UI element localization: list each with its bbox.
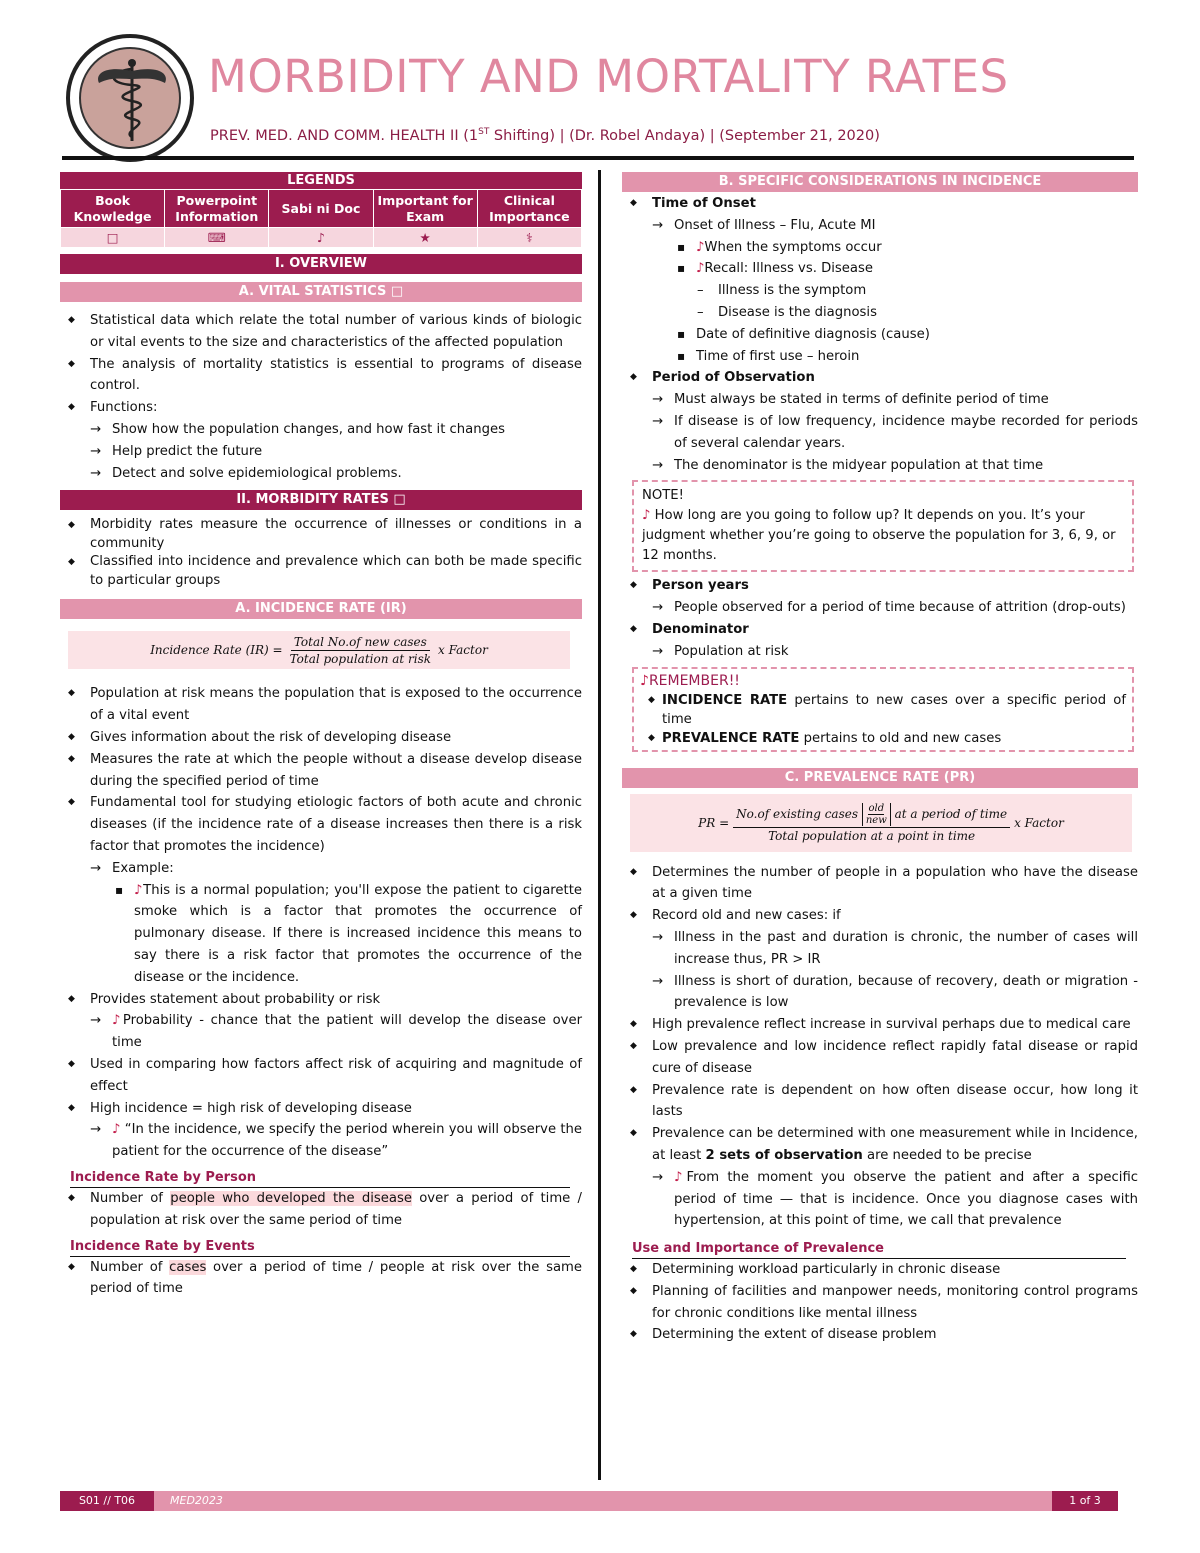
music-note-icon: ♪ (112, 1013, 123, 1029)
prevalence-list (622, 862, 1138, 927)
prevalence-heading: C. PREVALENCE RATE (PR) (622, 768, 1138, 788)
person-years-item: → People observed for a period of time because of attrition (drop-outs) (622, 597, 1138, 619)
remember-title: ♪REMEMBER!! (640, 672, 740, 689)
list-item: ◆ Provides statement about probability or risk (60, 989, 582, 1011)
remember-list (640, 691, 1126, 748)
right-column (622, 172, 1138, 1346)
note-text: ♪ How long are you going to follow up? It depends on you. It’s your judgment whether you’re going to observe the population for 3, 6, 9, or 12 months. (642, 508, 1116, 564)
denominator-list (622, 619, 1138, 641)
example-label: → Example: (60, 858, 582, 880)
list-item: ◆ Determines the number of people in a population who have the disease at a given time (622, 862, 1138, 906)
list-item: ◆ PREVALENCE RATE pertains to old and new cases (640, 729, 1126, 748)
note-box (632, 480, 1134, 572)
list-item: ◆ Period of Observation (622, 367, 1138, 389)
illness-item: – Illness is the symptom (622, 280, 1138, 302)
list-item: ◆ High prevalence reflect increase in survival perhaps due to medical care (622, 1014, 1138, 1036)
header-rule (62, 156, 1134, 160)
period-item: → If disease is of low frequency, incidence maybe recorded for periods of several calendar years. (622, 411, 1138, 455)
footer-batch: MED2023 (170, 1494, 223, 1507)
disease-item: – Disease is the diagnosis (622, 302, 1138, 324)
prevalence-list-2 (622, 1014, 1138, 1167)
period-item: → Must always be stated in terms of definite period of time (622, 389, 1138, 411)
function-item: → Show how the population changes, and how fast it changes (60, 419, 582, 441)
function-item: → Detect and solve epidemiological problems. (60, 463, 582, 485)
list-item: ◆ Denominator (622, 619, 1138, 641)
music-note-icon: ♪ (134, 882, 144, 898)
list-item: ◆ Functions: (60, 397, 582, 419)
incidence-formula: Incidence Rate (IR) = $\frac{\text{Total No.of new cases}}{\text{Total population at risk}}$ x Factor (68, 631, 570, 669)
document-title: MORBIDITY AND MORTALITY RATES (208, 50, 1009, 103)
incidence-by-person-heading: Incidence Rate by Person (70, 1169, 570, 1188)
list-item: ◆ High incidence = high risk of developing disease (60, 1098, 582, 1120)
caduceus-emblem (79, 47, 181, 149)
period-list (622, 367, 1138, 389)
incidence-list-2 (60, 989, 582, 1011)
list-item: ◆ Number of cases over a period of time / people at risk over the same period of time (60, 1257, 582, 1301)
list-item: ◆ Record old and new cases: if (622, 905, 1138, 927)
list-item: ◆ Time of Onset (622, 193, 1138, 215)
prevalence-sub-item: → Illness in the past and duration is chronic, the number of cases will increase thus, PR > IR (622, 927, 1138, 971)
book-icon: □ (61, 228, 165, 248)
incidence-by-events-heading: Incidence Rate by Events (70, 1238, 570, 1257)
list-item: ◆ Determining workload particularly in chronic disease (622, 1259, 1138, 1281)
example-text: ▪ ♪This is a normal population; you'll expose the patient to cigarette smoke which is a factor that promotes the occurrence of pulmonary disease. If there is increased incidence this means to say there is a risk factor that promotes the occurrence of the disease or the incidence. (60, 880, 582, 989)
time-onset-list (622, 193, 1138, 215)
list-item: ◆ Used in comparing how factors affect risk of acquiring and magnitude of effect (60, 1054, 582, 1098)
by-events-list (60, 1257, 582, 1301)
by-person-list (60, 1188, 582, 1232)
incidence-heading: A. INCIDENCE RATE (IR) (60, 599, 582, 619)
list-item: ◆ Morbidity rates measure the occurrence of illnesses or conditions in a community (60, 516, 582, 553)
list-item: ◆ The analysis of mortality statistics is essential to programs of disease control. (60, 354, 582, 398)
morbidity-list (60, 516, 582, 590)
list-item: ◆ Determining the extent of disease problem (622, 1324, 1138, 1346)
list-item: ◆ Measures the rate at which the people without a disease develop disease during the specified period of time (60, 749, 582, 793)
specific-considerations-heading: B. SPECIFIC CONSIDERATIONS IN INCIDENCE (622, 172, 1138, 192)
list-item: ◆ Low prevalence and low incidence reflect rapidly fatal disease or rapid cure of disease (622, 1036, 1138, 1080)
list-item: ◆ Number of people who developed the disease over a period of time / population at risk over the same period of time (60, 1188, 582, 1232)
legends-heading: LEGENDS (60, 172, 582, 189)
music-note-icon: ♪ (112, 1122, 121, 1138)
overview-list (60, 310, 582, 419)
legend-important: Important for Exam (373, 190, 477, 228)
probability-item: → ♪Probability - chance that the patient will develop the disease over time (60, 1010, 582, 1054)
incidence-quote: → ♪ “In the incidence, we specify the period wherein you will observe the patient for the occurrence of the disease” (60, 1119, 582, 1163)
list-item: ◆ Fundamental tool for studying etiologic factors of both acute and chronic diseases (if the incidence rate of a disease increases then there is a risk factor that promotes the incidence) (60, 792, 582, 857)
symptom-item: ▪ ♪When the symptoms occur (622, 237, 1138, 259)
use-list (622, 1259, 1138, 1346)
legend-powerpoint: Powerpoint Information (165, 190, 269, 228)
legend-clinical: Clinical Importance (477, 190, 581, 228)
denominator-item: → Population at risk (622, 641, 1138, 663)
page-footer (60, 1491, 1118, 1511)
incidence-list (60, 683, 582, 857)
list-item: ◆ Population at risk means the population that is exposed to the occurrence of a vital event (60, 683, 582, 727)
list-item: ◆ Statistical data which relate the total number of various kinds of biologic or vital events to the size and characteristics of the affected population (60, 310, 582, 354)
onset-item: → Onset of Illness – Flu, Acute MI (622, 215, 1138, 237)
music-note-icon: ♪ (696, 261, 705, 277)
use-importance-heading: Use and Importance of Prevalence (632, 1240, 1126, 1259)
legend-sabi: Sabi ni Doc (269, 190, 373, 228)
formula-fraction: $\frac{\text{Total No.of new cases}}{\text{Total population at risk}}$ (289, 634, 432, 666)
function-item: → Help predict the future (60, 441, 582, 463)
music-note-icon: ♪ (696, 239, 705, 255)
remember-box (632, 667, 1134, 752)
diagnosis-item: ▪ Date of definitive diagnosis (cause) (622, 324, 1138, 346)
footer-code: S01 // T06 (60, 1491, 154, 1511)
society-logo (66, 34, 194, 162)
document-subtitle: PREV. MED. AND COMM. HEALTH II (1ST Shifting) | (Dr. Robel Andaya) | (September 21, 2020) (210, 127, 880, 144)
legend-book: Book Knowledge (61, 190, 165, 228)
music-note-icon: ♪ (674, 1169, 687, 1185)
legends-table (60, 189, 582, 248)
prevalence-sub-item: → Illness is short of duration, because of recovery, death or migration - prevalence is low (622, 971, 1138, 1015)
column-divider (598, 170, 601, 1480)
caduceus-icon: ⚕ (477, 228, 581, 248)
list-item: ◆ Prevalence can be determined with one measurement while in Incidence, at least 2 sets of observation are needed to be precise (622, 1123, 1138, 1167)
incidence-list-3 (60, 1054, 582, 1119)
note-title: NOTE! (642, 488, 684, 504)
overview-heading: I. OVERVIEW (60, 254, 582, 274)
vital-statistics-heading: A. VITAL STATISTICS □ (60, 282, 582, 302)
first-use-item: ▪ Time of first use – heroin (622, 346, 1138, 368)
prevalence-formula: PR = No.of existing cases old new at a period of time Total population at a point in time x Factor (630, 794, 1132, 852)
morbidity-heading: II. MORBIDITY RATES □ (60, 490, 582, 510)
period-item: → The denominator is the midyear population at that time (622, 455, 1138, 477)
left-column (60, 172, 582, 1300)
list-item: ◆ INCIDENCE RATE pertains to new cases over a specific period of time (640, 691, 1126, 729)
list-item: ◆ Planning of facilities and manpower needs, monitoring control programs for chronic conditions like mental illness (622, 1281, 1138, 1325)
music-note-icon: ♪ (269, 228, 373, 248)
person-years-list (622, 575, 1138, 597)
star-icon: ★ (373, 228, 477, 248)
list-item: ◆ Prevalence rate is dependent on how often disease occur, how long it lasts (622, 1080, 1138, 1124)
formula-fraction: No.of existing cases old new at a period of time Total population at a point in time (733, 803, 1010, 843)
recall-item: ▪ ♪Recall: Illness vs. Disease (622, 258, 1138, 280)
list-item: ◆ Person years (622, 575, 1138, 597)
keyboard-icon: ⌨ (165, 228, 269, 248)
prevalence-quote: → ♪From the moment you observe the patient and after a specific period of time — that is incidence. Once you diagnose cases with hypertension, at this point of time, we call that prevalence (622, 1167, 1138, 1232)
music-note-icon: ♪ (640, 672, 649, 689)
music-note-icon: ♪ (642, 508, 651, 524)
list-item: ◆ Classified into incidence and prevalence which can both be made specific to particular groups (60, 553, 582, 590)
page-number: 1 of 3 (1052, 1491, 1118, 1511)
list-item: ◆ Gives information about the risk of developing disease (60, 727, 582, 749)
